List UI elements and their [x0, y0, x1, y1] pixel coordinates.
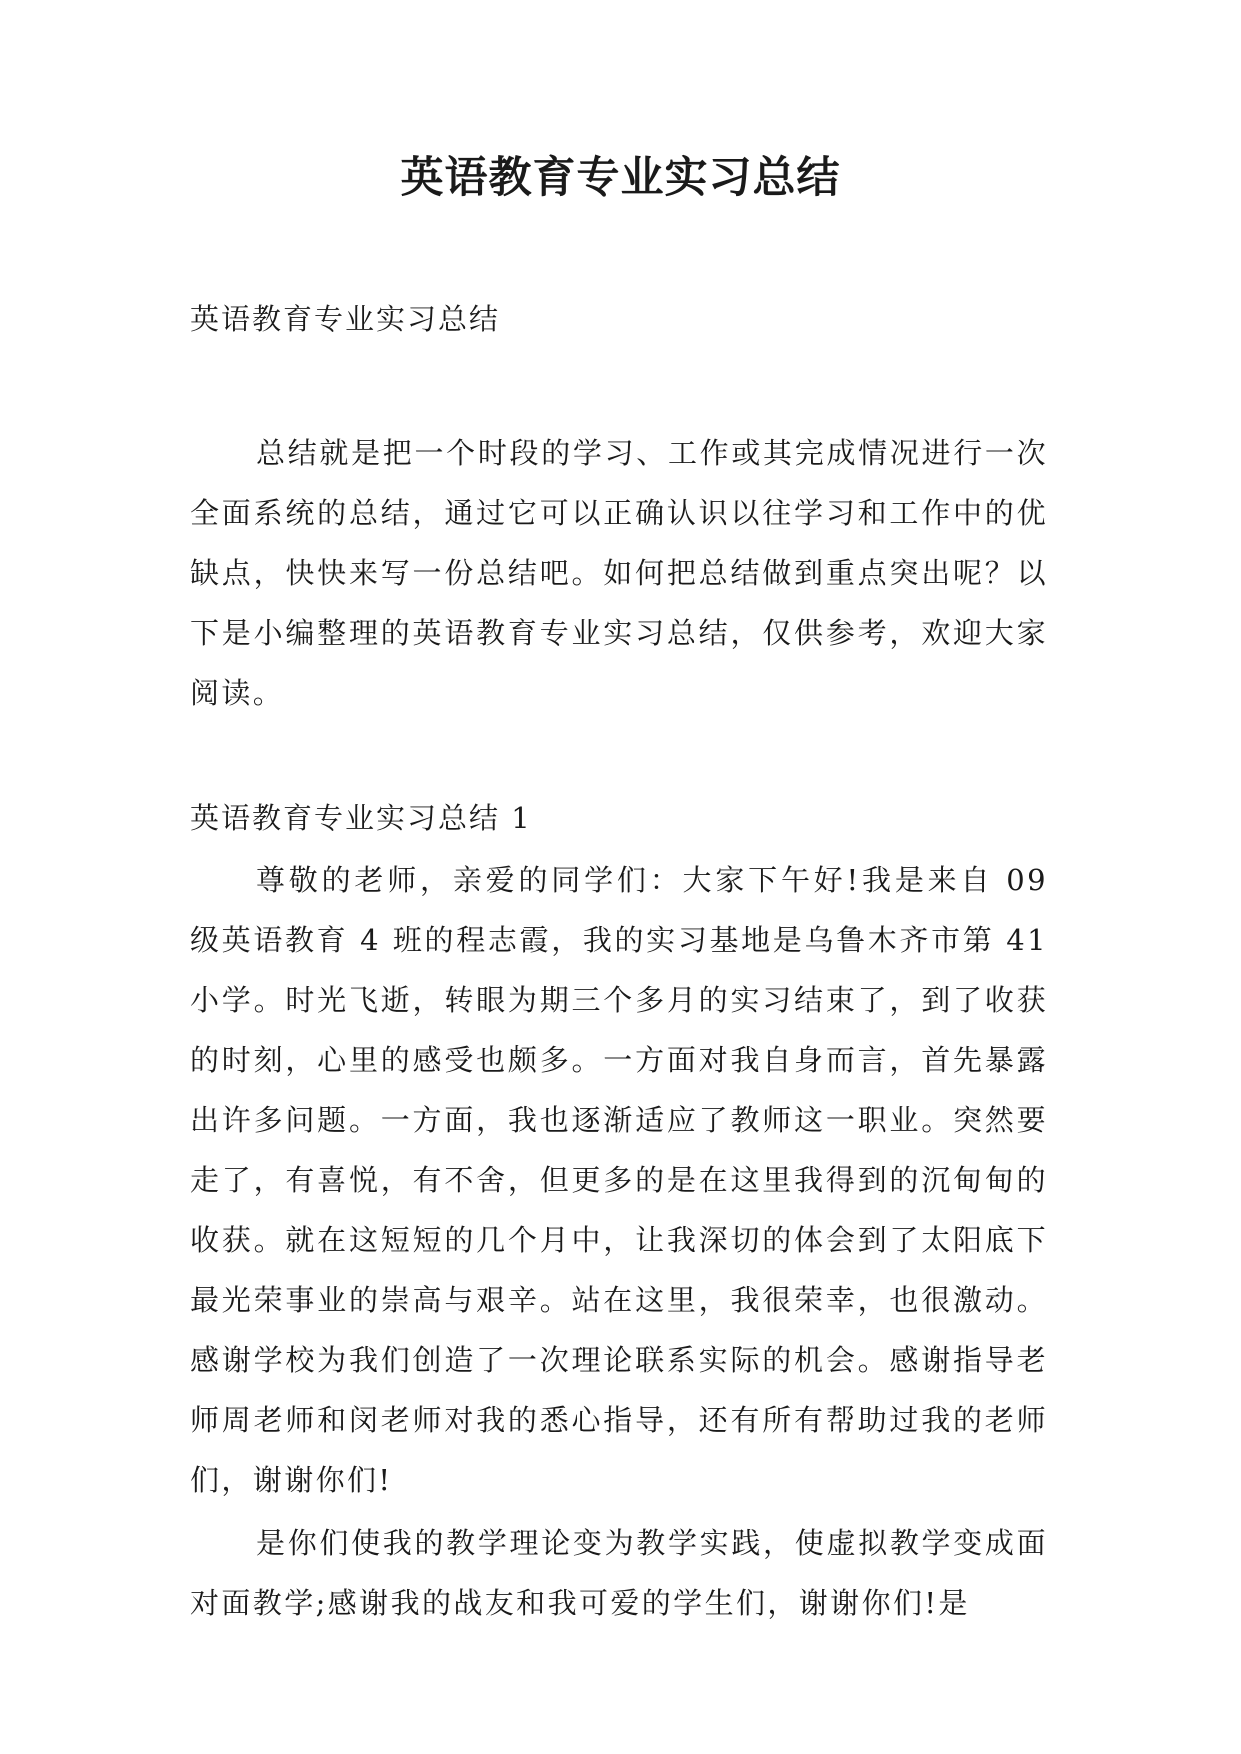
document-body — [190, 290, 1048, 1633]
intro-paragraph: 总结就是把一个时段的学习、工作或其完成情况进行一次全面系统的总结，通过它可以正确认识以往学习和工作中的优缺点，快快来写一份总结吧。如何把总结做到重点突出呢？以下是小编整理的英语教育专业实习总结，仅供参考，欢迎大家阅读。 — [190, 436, 1048, 710]
document-subtitle: 英语教育专业实习总结 — [190, 302, 501, 336]
document-title: 英语教育专业实习总结 — [400, 153, 841, 203]
body-paragraph: 是你们使我的教学理论变为教学实践，使虚拟教学变成面对面教学;感谢我的战友和我可爱的学生们，谢谢你们!是 — [190, 1526, 1048, 1620]
section-heading: 英语教育专业实习总结 1 — [190, 801, 532, 835]
body-paragraph: 尊敬的老师，亲爱的同学们：大家下午好!我是来自 09 级英语教育 4 班的程志霞，我的实习基地是乌鲁木齐市第 41 小学。时光飞逝，转眼为期三个多月的实习结束了，到了收获的时刻，心里的感受也颇多。一方面对我自身而言，首先暴露出许多问题。一方面，我也逐渐适应了教师这一职业。突然要走了，有喜悦，有不舍，但更多的是在这里我得到的沉甸甸的收获。就在这短短的几个月中，让我深切的体会到了太阳底下最光荣事业的崇高与艰辛。站在这里，我很荣幸，也很激动。感谢学校为我们创造了一次理论联系实际的机会。感谢指导老师周老师和闵老师对我的悉心指导，还有所有帮助过我的老师们，谢谢你们! — [190, 863, 1048, 1497]
